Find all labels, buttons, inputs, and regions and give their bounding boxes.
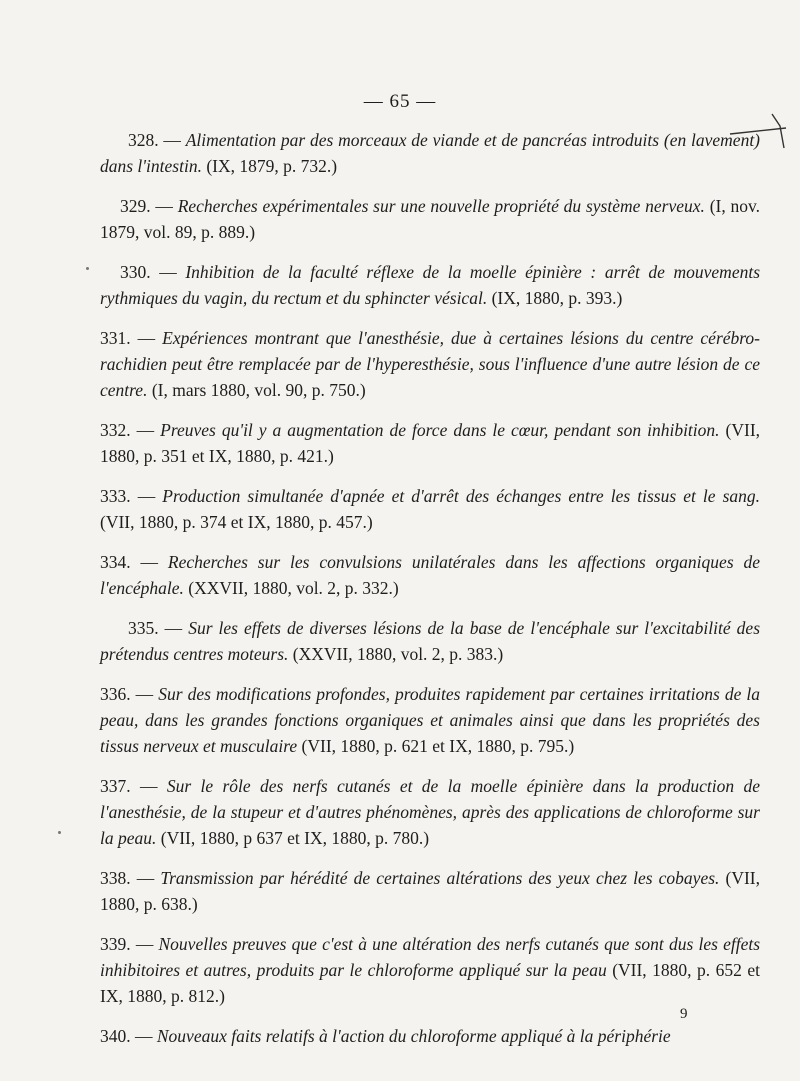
entry-337 <box>100 773 760 851</box>
entry-reference: (XXVII, 1880, vol. 2, p. 383.) <box>292 644 504 664</box>
entry-reference: (IX, 1879, p. 732.) <box>206 156 338 176</box>
entry-number: 339. <box>100 934 131 954</box>
entry-336 <box>100 681 760 759</box>
entry-reference: (XXVII, 1880, vol. 2, p. 332.) <box>188 578 399 598</box>
entry-number: 336. <box>100 684 131 704</box>
entry-title: Recherches sur les convulsions unilatérales dans les affections organiques de l'encéphale. <box>100 552 761 598</box>
entry-number: 328. <box>128 130 159 150</box>
entry-title: Preuves qu'il y a augmentation de force dans le cœur, pendant son inhibition. <box>160 420 720 440</box>
entry-329 <box>100 193 760 245</box>
entry-dash: — <box>164 618 183 638</box>
entry-dash: — <box>137 328 156 348</box>
entry-number: 338. <box>100 868 131 888</box>
entry-title: Nouveaux faits relatifs à l'action du chloroforme appliqué à la périphérie <box>156 1026 671 1046</box>
entry-339 <box>100 931 760 1009</box>
entry-title: Expériences montrant que l'anesthésie, due à certaines lésions du centre cérébro-rachidien peut être remplacée par de l'hyperesthésie, sous l'influence d'une autre lésion de ce centre. <box>100 328 761 400</box>
entry-dash: — <box>139 776 158 796</box>
entry-number: 337. <box>100 776 131 796</box>
entry-number: 340. <box>100 1026 131 1046</box>
entry-number: 329. <box>120 196 151 216</box>
entry-number: 334. <box>100 552 131 572</box>
entry-reference: (VII, 1880, p. 652 et IX, 1880, p. 812.) <box>100 960 760 1006</box>
bibliography-list <box>100 127 760 1063</box>
entry-number: 330. <box>120 262 151 282</box>
entry-reference: (VII, 1880, p. 374 et IX, 1880, p. 457.) <box>100 512 373 532</box>
entry-title: Recherches expérimentales sur une nouvelle propriété du système nerveux. <box>177 196 705 216</box>
entry-reference: (VII, 1880, p 637 et IX, 1880, p. 780.) <box>160 828 430 848</box>
entry-dash: — <box>135 934 154 954</box>
entry-title: Sur les effets de diverses lésions de la base de l'encéphale sur l'excitabilité des prétendus centres moteurs. <box>100 618 761 664</box>
entry-title: Production simultanée d'apnée et d'arrêt des échanges entre les tissus et le sang. <box>162 486 761 506</box>
entry-title: Sur des modifications profondes, produites rapidement par certaines irritations de la peau, dans les grandes fonctions organiques et animales ainsi que dans les propriétés des tissus nerveux et musculaire <box>100 684 761 756</box>
entry-number: 332. <box>100 420 131 440</box>
entry-338 <box>100 865 760 917</box>
entry-334 <box>100 549 760 601</box>
entry-title: Transmission par hérédité de certaines altérations des yeux chez les cobayes. <box>160 868 720 888</box>
entry-328 <box>100 127 760 179</box>
entry-title: Nouvelles preuves que c'est à une altération des nerfs cutanés que sont dus les effets inhibitoires et autres, produits par le chloroforme appliqué sur la peau <box>100 934 761 980</box>
entry-title: Inhibition de la faculté réflexe de la moelle épinière : arrêt de mouvements rythmiques du vagin, du rectum et du sphincter vésical. <box>100 262 761 308</box>
entry-331 <box>100 325 760 403</box>
entry-title: Sur le rôle des nerfs cutanés et de la moelle épinière dans la production de l'anesthésie, de la stupeur et d'autres phénomènes, après des applications de chloroforme sur la peau. <box>100 776 761 848</box>
entry-dash: — <box>136 420 155 440</box>
entry-dash: — <box>163 130 181 150</box>
entry-dash: — <box>135 684 154 704</box>
entry-reference: (IX, 1880, p. 393.) <box>491 288 623 308</box>
entry-reference: (VII, 1880, p. 621 et IX, 1880, p. 795.) <box>301 736 575 756</box>
entry-reference: (I, nov. 1879, vol. 89, p. 889.) <box>100 196 760 242</box>
entry-330 <box>100 259 760 311</box>
entry-title: Alimentation par des morceaux de viande et de pancréas introduits (en lavement) dans l'intestin. <box>100 130 761 176</box>
entry-dash: — <box>135 1026 153 1046</box>
entry-number: 333. <box>100 486 131 506</box>
entry-reference: (VII, 1880, p. 638.) <box>100 868 761 914</box>
entry-dash: — <box>140 552 159 572</box>
entry-reference: (I, mars 1880, vol. 90, p. 750.) <box>151 380 366 400</box>
ink-speck <box>58 831 61 834</box>
entry-reference: (VII, 1880, p. 351 et IX, 1880, p. 421.) <box>100 420 761 466</box>
signature-mark: 9 <box>680 1006 688 1022</box>
entry-dash: — <box>155 196 173 216</box>
entry-number: 335. <box>128 618 159 638</box>
entry-dash: — <box>137 486 156 506</box>
page-header: — 65 — <box>363 91 437 112</box>
entry-332 <box>100 417 760 469</box>
entry-dash: — <box>136 868 155 888</box>
entry-335 <box>100 615 760 667</box>
entry-340 <box>100 1023 760 1049</box>
ink-speck <box>86 267 89 270</box>
entry-number: 331. <box>100 328 131 348</box>
entry-dash: — <box>159 262 177 282</box>
entry-333 <box>100 483 760 535</box>
